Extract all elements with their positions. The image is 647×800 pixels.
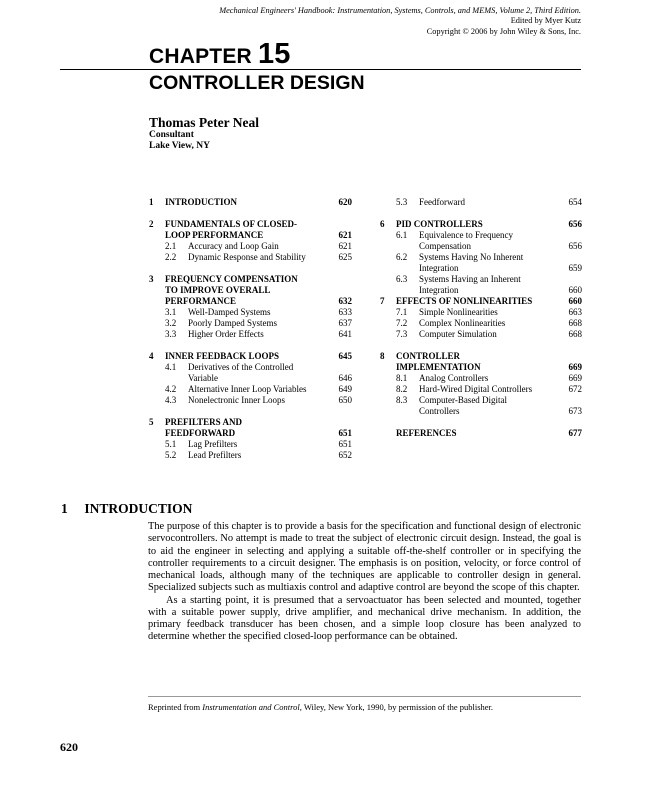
toc-entry-page: 668: [568, 318, 582, 328]
toc-spacer: [149, 340, 352, 351]
toc-entry-title: Derivatives of the Controlled Variable: [188, 362, 294, 383]
toc-entry-title: Dynamic Response and Stability: [188, 252, 306, 262]
section-number: 1: [61, 501, 68, 516]
toc-entry-page: 668: [568, 329, 582, 339]
toc-indent: [380, 274, 396, 296]
toc-spacer: [380, 417, 582, 428]
toc-entry-number: 8.1: [396, 373, 408, 383]
toc-subsection-entry: [380, 197, 582, 208]
paragraph: As a starting point, it is presumed that a servoactuator has been selected and mounted, together with a suitable power supply, drive amplifier, and mechanical drive mechanism. In addition, the primary feedback transducer has been chosen, and a simple loop closure has been analyzed to determine whether the specified closed-loop performance can be obtained.: [148, 594, 581, 643]
toc-entry-number: 8: [380, 351, 385, 361]
toc-spacer: [149, 208, 352, 219]
author-location: Lake View, NY: [149, 141, 210, 151]
author-name: Thomas Peter Neal: [149, 115, 259, 130]
toc-entry-number: 8.3: [396, 395, 408, 405]
toc-right-column: [380, 197, 582, 439]
toc-subsection-entry: [380, 307, 582, 318]
toc-entry-number: 2.2: [165, 252, 177, 262]
toc-entry-title: Feedforward: [419, 197, 465, 207]
toc-entry-number: 7: [380, 296, 385, 306]
toc-entry-number: 4: [149, 351, 154, 361]
toc-entry-number: 2: [149, 219, 154, 229]
footnote: [148, 702, 493, 712]
toc-entry-title: PID CONTROLLERS: [396, 219, 483, 229]
toc-entry-page: 660: [568, 296, 582, 306]
chapter-number: 15: [257, 38, 291, 70]
toc-entry-number: 4.2: [165, 384, 177, 394]
toc-entry-title: Simple Nonlinearities: [419, 307, 498, 317]
toc-subsection-entry: [380, 395, 582, 417]
toc-entry-page: 641: [338, 329, 352, 339]
toc-entry-page: 621: [338, 241, 352, 251]
toc-entry-page: 637: [338, 318, 352, 328]
toc-entry-title: Well-Damped Systems: [188, 307, 271, 317]
toc-indent: [149, 450, 165, 461]
toc-left-column: [149, 197, 352, 461]
toc-subsection-entry: [380, 252, 582, 274]
toc-entry-number: 7.3: [396, 329, 408, 339]
toc-entry-page: 660: [568, 285, 582, 295]
editor-line: Edited by Myer Kutz: [510, 16, 581, 25]
toc-entry-page: 652: [338, 450, 352, 460]
toc-entry-title: FUNDAMENTALS OF CLOSED- LOOP PERFORMANCE: [165, 219, 298, 240]
toc-indent: [380, 373, 396, 384]
toc-entry-title: Complex Nonlinearities: [419, 318, 506, 328]
chapter-word: CHAPTER: [149, 45, 252, 68]
toc-subsection-entry: [149, 395, 352, 406]
toc-entry-title: Systems Having an Inherent Integration: [419, 274, 521, 295]
toc-entry-number: 5.3: [396, 197, 408, 207]
toc-entry-number: 5.2: [165, 450, 177, 460]
toc-entry-number: 5.1: [165, 439, 177, 449]
toc-entry-page: 633: [338, 307, 352, 317]
toc-subsection-entry: [380, 230, 582, 252]
toc-entry-title: EFFECTS OF NONLINEARITIES: [396, 296, 533, 306]
section-title: INTRODUCTION: [84, 501, 193, 516]
toc-entry-number: 4.1: [165, 362, 177, 372]
toc-entry-title: INTRODUCTION: [165, 197, 238, 207]
chapter-title: CONTROLLER DESIGN: [149, 72, 365, 94]
toc-spacer: [149, 263, 352, 274]
toc-section-entry: [380, 219, 582, 230]
toc-entry-page: 621: [338, 230, 352, 240]
paragraph: The purpose of this chapter is to provide a basis for the specification and functional design of electronic servocontrollers. No attempt is made to treat the subject of electronic circuit design. Instead, the goal is to aid the engineer in selecting and applying a suitable off-the-shelf controller or in specifying the controller requirements to a circuit designer. The emphasis is on position, velocity, or force control of mechanical loads, although many of the techniques are applicable to controller design in general. Specialized subjects such as multiaxis control and adaptive control are beyond the scope of this chapter.: [148, 521, 581, 594]
toc-entry-number: 3.1: [165, 307, 177, 317]
toc-entry-title: Nonelectronic Inner Loops: [188, 395, 285, 405]
toc-entry-number: [380, 428, 396, 439]
toc-indent: [149, 384, 165, 395]
author-role: Consultant: [149, 130, 194, 140]
toc-entry-page: 649: [338, 384, 352, 394]
toc-entry-page: 651: [338, 439, 352, 449]
toc-entry-page: 663: [568, 307, 582, 317]
toc-entry-number: 4.3: [165, 395, 177, 405]
toc-entry-number: 3: [149, 274, 154, 284]
toc-entry-title: Computer Simulation: [419, 329, 497, 339]
toc-subsection-entry: [149, 439, 352, 450]
chapter-rule: [60, 69, 581, 70]
toc-subsection-entry: [380, 318, 582, 329]
chapter-label: [149, 38, 291, 71]
toc-entry-page: 651: [338, 428, 352, 438]
toc-entry-number: 5: [149, 417, 154, 427]
footnote-rule: [148, 696, 581, 697]
toc-entry-page: 669: [568, 373, 582, 383]
toc-entry-page: 672: [568, 384, 582, 394]
toc-entry-page: 669: [568, 362, 582, 372]
toc-entry-number: 3.3: [165, 329, 177, 339]
toc-section-entry: [149, 351, 352, 362]
toc-entry-page: 673: [568, 406, 582, 416]
toc-section-entry: [149, 219, 352, 241]
toc-entry-number: 2.1: [165, 241, 177, 251]
toc-subsection-entry: [380, 384, 582, 395]
toc-spacer: [149, 406, 352, 417]
toc-spacer: [380, 208, 582, 219]
toc-entry-number: 7.2: [396, 318, 408, 328]
toc-entry-number: 7.1: [396, 307, 408, 317]
toc-entry-page: 620: [338, 197, 352, 207]
toc-entry-title: Computer-Based Digital Controllers: [419, 395, 508, 416]
toc-subsection-entry: [149, 307, 352, 318]
toc-entry-title: REFERENCES: [396, 428, 457, 438]
toc-entry-page: 650: [338, 395, 352, 405]
toc-entry-title: Higher Order Effects: [188, 329, 264, 339]
toc-indent: [149, 252, 165, 263]
toc-entry-title: Lead Prefilters: [188, 450, 242, 460]
toc-subsection-entry: [149, 384, 352, 395]
toc-indent: [149, 241, 165, 252]
toc-indent: [380, 318, 396, 329]
toc-entry-title: Equivalence to Frequency Compensation: [419, 230, 513, 251]
toc-entry-number: 6.2: [396, 252, 408, 262]
copyright-line: Copyright © 2006 by John Wiley & Sons, Inc.: [426, 27, 581, 36]
toc-subsection-entry: [149, 450, 352, 461]
toc-indent: [380, 384, 396, 395]
section-body: [148, 521, 581, 644]
toc-entry-number: 6.1: [396, 230, 408, 240]
book-citation: Mechanical Engineers' Handbook: Instrumentation, Systems, Controls, and MEMS, Volume 2, Third Edition.: [219, 6, 581, 15]
toc-entry-page: 654: [568, 197, 582, 207]
toc-entry-number: 3.2: [165, 318, 177, 328]
toc-entry-page: 677: [568, 428, 582, 438]
toc-subsection-entry: [149, 318, 352, 329]
toc-entry-title: FREQUENCY COMPENSATION TO IMPROVE OVERALL PERFORMANCE: [165, 274, 298, 306]
toc-entry-page: 632: [338, 296, 352, 306]
toc-indent: [149, 439, 165, 450]
toc-indent: [149, 362, 165, 384]
toc-section-entry: [380, 428, 582, 439]
toc-entry-page: 656: [568, 241, 582, 251]
toc-entry-number: 6: [380, 219, 385, 229]
toc-entry-page: 656: [568, 219, 582, 229]
toc-entry-page: 646: [338, 373, 352, 383]
toc-entry-title: PREFILTERS AND FEEDFORWARD: [165, 417, 242, 438]
toc-entry-title: Lag Prefilters: [188, 439, 238, 449]
toc-entry-title: Alternative Inner Loop Variables: [188, 384, 307, 394]
toc-indent: [380, 395, 396, 417]
toc-indent: [380, 197, 396, 208]
toc-subsection-entry: [149, 362, 352, 384]
toc-entry-title: Systems Having No Inherent Integration: [419, 252, 524, 273]
footnote-suffix: Wiley, New York, 1990, by permission of the publisher.: [301, 702, 494, 712]
toc-indent: [149, 329, 165, 340]
footnote-prefix: Reprinted from: [148, 702, 203, 712]
toc-indent: [149, 395, 165, 406]
toc-section-entry: [149, 197, 352, 208]
toc-section-entry: [380, 351, 582, 373]
toc-entry-title: Accuracy and Loop Gain: [188, 241, 279, 251]
toc-indent: [380, 329, 396, 340]
toc-section-entry: [149, 417, 352, 439]
toc-subsection-entry: [380, 274, 582, 296]
toc-entry-page: 659: [568, 263, 582, 273]
toc-subsection-entry: [149, 329, 352, 340]
toc-indent: [380, 252, 396, 274]
toc-indent: [380, 307, 396, 318]
page-number: 620: [60, 740, 78, 754]
toc-entry-number: 1: [149, 197, 154, 207]
toc-entry-title: Poorly Damped Systems: [188, 318, 277, 328]
toc-entry-number: 8.2: [396, 384, 408, 394]
toc-subsection-entry: [380, 329, 582, 340]
toc-section-entry: [149, 274, 352, 307]
toc-indent: [149, 318, 165, 329]
toc-entry-number: 6.3: [396, 274, 408, 284]
toc-indent: [149, 307, 165, 318]
toc-entry-title: INNER FEEDBACK LOOPS: [165, 351, 280, 361]
toc-entry-title: Hard-Wired Digital Controllers: [419, 384, 533, 394]
toc-indent: [380, 230, 396, 252]
toc-entry-title: Analog Controllers: [419, 373, 489, 383]
toc-spacer: [380, 340, 582, 351]
toc-entry-page: 645: [338, 351, 352, 361]
toc-section-entry: [380, 296, 582, 307]
toc-entry-page: 625: [338, 252, 352, 262]
toc-subsection-entry: [149, 252, 352, 263]
toc-subsection-entry: [149, 241, 352, 252]
section-heading: [61, 501, 192, 517]
toc-entry-title: CONTROLLER IMPLEMENTATION: [396, 351, 481, 372]
footnote-source: Instrumentation and Control,: [202, 702, 302, 712]
toc-subsection-entry: [380, 373, 582, 384]
